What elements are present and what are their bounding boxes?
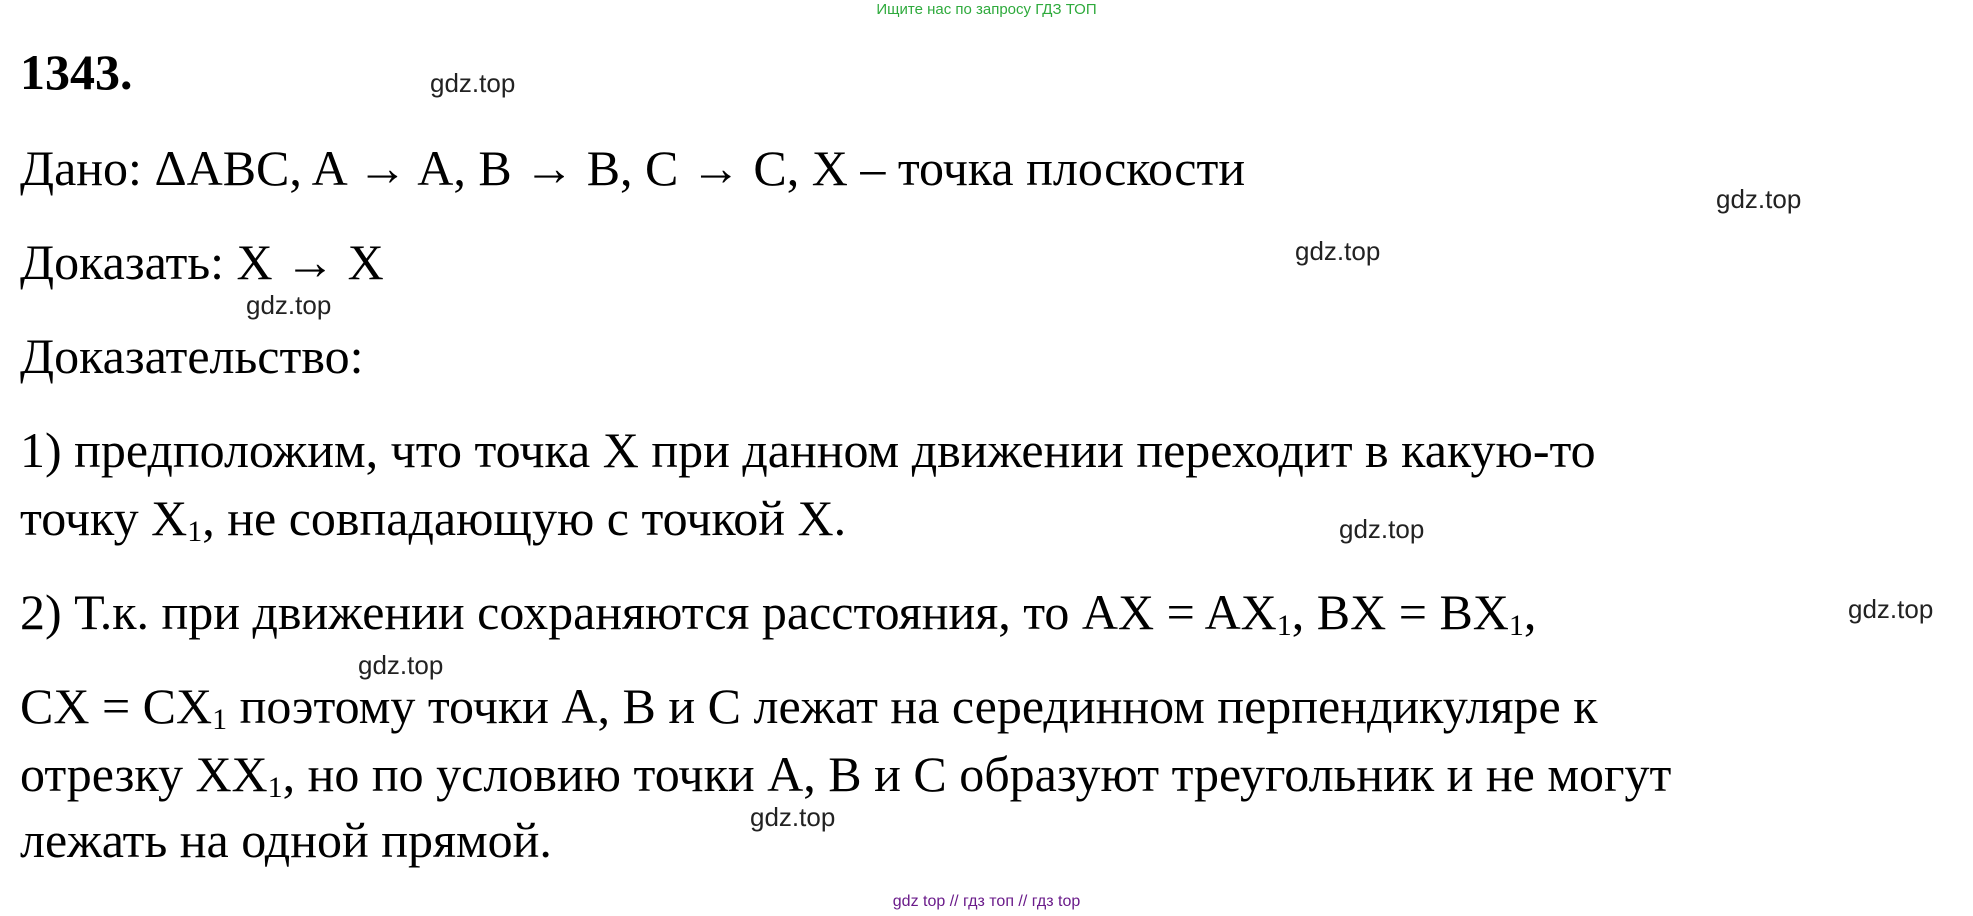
subscript: 1 [267, 771, 283, 804]
watermark: gdz.top [1716, 184, 1802, 214]
step2-line3 [20, 744, 1671, 804]
step1-line2-text: , не совпадающую с точкой X. [202, 490, 847, 546]
subscript: 1 [1276, 609, 1292, 642]
step2-line2-text: CX = CX [20, 678, 213, 734]
subscript: 1 [1508, 609, 1524, 642]
step1-line2-text: точку X [20, 490, 188, 546]
subscript: 1 [212, 703, 228, 736]
watermark: gdz.top [750, 802, 836, 832]
watermark: gdz.top [358, 650, 444, 680]
problem-number: 1343. [20, 44, 133, 100]
step2-line1-text: , BX = BX [1291, 584, 1509, 640]
watermark: gdz.top [430, 68, 516, 98]
watermark: gdz.top [1295, 236, 1381, 266]
step2-line1-text: 2) Т.к. при движении сохраняются расстояния, то AX = AX [20, 584, 1277, 640]
step2-line2 [20, 676, 1598, 736]
proof-heading: Доказательство: [20, 328, 364, 384]
bottom-banner: gdz top // гдз топ // гдз top [892, 893, 1081, 910]
step2-line1-text: , [1523, 584, 1537, 640]
step2-line3-text: отрезку XX [20, 746, 268, 802]
step2-line2-text: поэтому точки A, B и C лежат на серединном перпендикуляре к [227, 678, 1598, 734]
watermark: gdz.top [1848, 594, 1934, 624]
top-banner: Ищите нас по запросу ГДЗ ТОП [876, 1, 1097, 18]
step2-line1 [20, 582, 1536, 642]
watermark: gdz.top [1339, 514, 1425, 544]
watermark: gdz.top [246, 290, 332, 320]
step1-line1: 1) предположим, что точка X при данном движении переходит в какую-то [20, 422, 1596, 478]
given-line: Дано: ΔABC, A → A, B → B, C → C, X – точка плоскости [20, 140, 1246, 196]
step2-line3-text: , но по условию точки A, B и C образуют треугольник и не могут [282, 746, 1672, 802]
prove-line: Доказать: X → X [20, 234, 384, 290]
subscript: 1 [187, 515, 203, 548]
step1-line2 [20, 488, 846, 548]
step2-line4: лежать на одной прямой. [20, 812, 552, 868]
